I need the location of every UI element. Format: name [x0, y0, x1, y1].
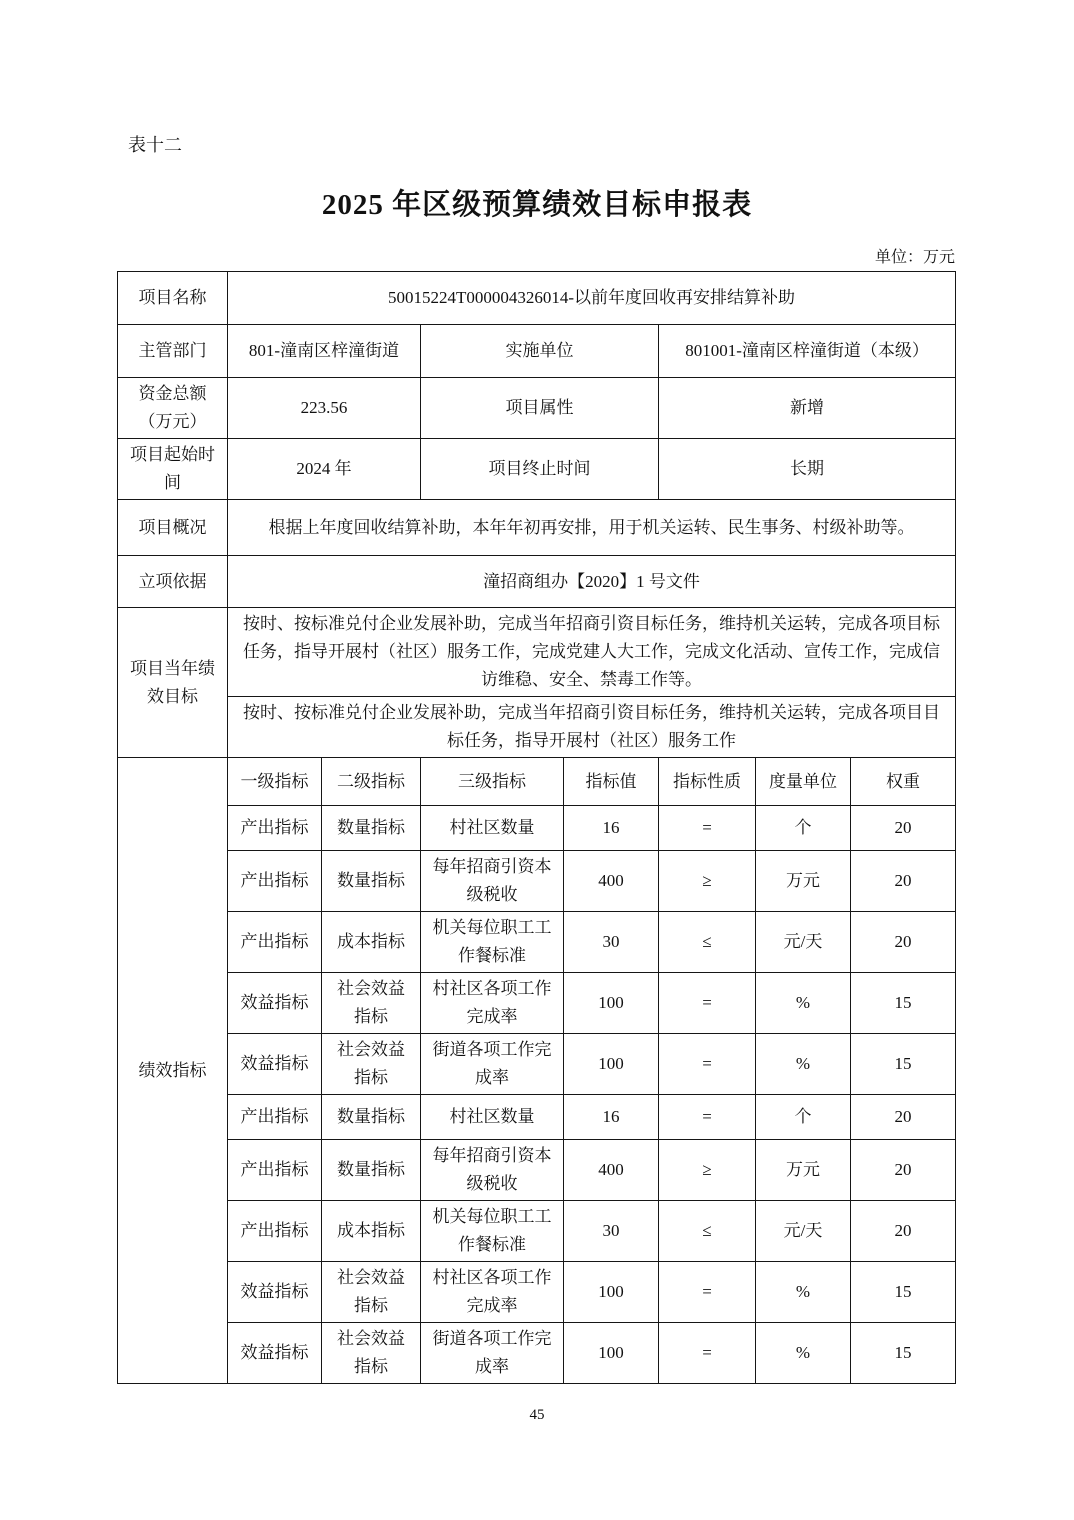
- indicator-level3: 每年招商引资本级税收: [421, 1140, 564, 1201]
- indicator-row: [118, 973, 956, 1034]
- indicator-value: 16: [564, 1095, 659, 1140]
- indicator-unit: 个: [756, 806, 851, 851]
- project-name-label: 项目名称: [118, 272, 228, 325]
- indicator-level3: 村社区数量: [421, 806, 564, 851]
- indicator-unit: 元/天: [756, 1201, 851, 1262]
- indicator-level3: 村社区各项工作完成率: [421, 973, 564, 1034]
- fund-total-value: 223.56: [228, 378, 421, 439]
- indicator-nature: =: [659, 1323, 756, 1384]
- indicator-unit: %: [756, 1323, 851, 1384]
- indicator-level3: 村社区各项工作完成率: [421, 1262, 564, 1323]
- end-time-label: 项目终止时间: [421, 439, 659, 500]
- indicator-weight: 15: [851, 973, 956, 1034]
- row-basis: [118, 556, 956, 608]
- indicator-row: [118, 1095, 956, 1140]
- indicator-level2: 成本指标: [322, 1201, 421, 1262]
- indicator-level3: 机关每位职工工作餐标准: [421, 1201, 564, 1262]
- indicator-header-level1: 一级指标: [228, 758, 322, 806]
- indicator-level2: 数量指标: [322, 851, 421, 912]
- indicator-level2: 社会效益指标: [322, 973, 421, 1034]
- project-name-value: 50015224T000004326014-以前年度回收再安排结算补助: [228, 272, 956, 325]
- indicator-level1: 产出指标: [228, 1201, 322, 1262]
- performance-section-label: 绩效指标: [118, 758, 228, 1384]
- indicator-weight: 20: [851, 1201, 956, 1262]
- indicator-header-unit: 度量单位: [756, 758, 851, 806]
- indicator-value: 16: [564, 806, 659, 851]
- row-annual-goal-2: [118, 697, 956, 758]
- indicator-nature: ≥: [659, 1140, 756, 1201]
- project-attr-value: 新增: [659, 378, 956, 439]
- indicator-row: [118, 1034, 956, 1095]
- indicator-level1: 产出指标: [228, 1095, 322, 1140]
- row-annual-goal-1: [118, 608, 956, 697]
- indicator-row: [118, 1262, 956, 1323]
- indicator-header-level2: 二级指标: [322, 758, 421, 806]
- indicator-value: 400: [564, 851, 659, 912]
- indicator-level3: 村社区数量: [421, 1095, 564, 1140]
- indicator-level3: 街道各项工作完成率: [421, 1323, 564, 1384]
- indicator-header-value: 指标值: [564, 758, 659, 806]
- row-fund: [118, 378, 956, 439]
- indicator-nature: =: [659, 1262, 756, 1323]
- indicator-value: 100: [564, 1034, 659, 1095]
- fund-total-label: 资金总额（万元）: [118, 378, 228, 439]
- unit-note: 单位：万元: [874, 249, 955, 266]
- indicator-value: 100: [564, 1323, 659, 1384]
- basis-label: 立项依据: [118, 556, 228, 608]
- indicator-header-nature: 指标性质: [659, 758, 756, 806]
- indicator-weight: 15: [851, 1034, 956, 1095]
- table-number-label: 表十二: [128, 135, 182, 155]
- indicator-nature: ≤: [659, 912, 756, 973]
- row-time: [118, 439, 956, 500]
- indicator-level1: 产出指标: [228, 806, 322, 851]
- indicator-unit: %: [756, 973, 851, 1034]
- indicator-row: [118, 1201, 956, 1262]
- indicator-level1: 产出指标: [228, 1140, 322, 1201]
- indicator-level3: 机关每位职工工作餐标准: [421, 912, 564, 973]
- row-project-name: [118, 272, 956, 325]
- indicator-unit: %: [756, 1262, 851, 1323]
- indicator-level1: 产出指标: [228, 912, 322, 973]
- indicator-unit: 元/天: [756, 912, 851, 973]
- indicator-level2: 数量指标: [322, 1095, 421, 1140]
- indicator-level1: 产出指标: [228, 851, 322, 912]
- indicator-nature: =: [659, 806, 756, 851]
- indicator-weight: 20: [851, 1095, 956, 1140]
- overview-label: 项目概况: [118, 500, 228, 556]
- indicator-weight: 20: [851, 1140, 956, 1201]
- indicator-unit: 万元: [756, 851, 851, 912]
- indicator-row: [118, 912, 956, 973]
- indicator-unit: 个: [756, 1095, 851, 1140]
- start-time-label: 项目起始时间: [118, 439, 228, 500]
- indicator-row: [118, 1323, 956, 1384]
- indicator-weight: 20: [851, 912, 956, 973]
- impl-unit-label: 实施单位: [421, 325, 659, 378]
- indicator-level2: 数量指标: [322, 806, 421, 851]
- annual-goal-text-2: 按时、按标准兑付企业发展补助，完成当年招商引资目标任务，维持机关运转，完成各项目目标任务，指导开展村（社区）服务工作: [228, 697, 956, 758]
- indicator-nature: =: [659, 1095, 756, 1140]
- indicator-nature: =: [659, 1034, 756, 1095]
- basis-value: 潼招商组办【2020】1 号文件: [228, 556, 956, 608]
- indicator-row: [118, 1140, 956, 1201]
- indicator-value: 100: [564, 1262, 659, 1323]
- indicator-header-level3: 三级指标: [421, 758, 564, 806]
- annual-goal-text-1: 按时、按标准兑付企业发展补助，完成当年招商引资目标任务，维持机关运转，完成各项目标任务，指导开展村（社区）服务工作，完成党建人大工作，完成文化活动、宣传工作，完成信访维稳、安全、禁毒工作等。: [228, 608, 956, 697]
- indicator-weight: 20: [851, 806, 956, 851]
- indicator-row: [118, 851, 956, 912]
- row-department: [118, 325, 956, 378]
- end-time-value: 长期: [659, 439, 956, 500]
- indicator-level3: 每年招商引资本级税收: [421, 851, 564, 912]
- indicator-level2: 数量指标: [322, 1140, 421, 1201]
- indicator-value: 30: [564, 912, 659, 973]
- dept-value: 801-潼南区梓潼街道: [228, 325, 421, 378]
- indicator-level1: 效益指标: [228, 973, 322, 1034]
- project-attr-label: 项目属性: [421, 378, 659, 439]
- indicator-nature: ≥: [659, 851, 756, 912]
- page-title: 2025 年区级预算绩效目标申报表: [321, 189, 753, 221]
- indicator-level2: 社会效益指标: [322, 1323, 421, 1384]
- overview-value: 根据上年度回收结算补助，本年年初再安排，用于机关运转、民生事务、村级补助等。: [228, 500, 956, 556]
- dept-label: 主管部门: [118, 325, 228, 378]
- indicator-level2: 社会效益指标: [322, 1034, 421, 1095]
- indicator-unit: %: [756, 1034, 851, 1095]
- indicator-weight: 15: [851, 1262, 956, 1323]
- row-overview: [118, 500, 956, 556]
- indicator-row: [118, 806, 956, 851]
- indicator-value: 400: [564, 1140, 659, 1201]
- indicator-value: 100: [564, 973, 659, 1034]
- indicator-level1: 效益指标: [228, 1262, 322, 1323]
- indicator-level3: 街道各项工作完成率: [421, 1034, 564, 1095]
- indicator-level1: 效益指标: [228, 1034, 322, 1095]
- indicator-weight: 15: [851, 1323, 956, 1384]
- indicator-header-row: [118, 758, 956, 806]
- indicator-header-weight: 权重: [851, 758, 956, 806]
- start-time-value: 2024 年: [228, 439, 421, 500]
- annual-goal-label: 项目当年绩效目标: [118, 608, 228, 758]
- indicator-level2: 社会效益指标: [322, 1262, 421, 1323]
- page-number: 45: [529, 1407, 545, 1423]
- indicator-weight: 20: [851, 851, 956, 912]
- indicator-value: 30: [564, 1201, 659, 1262]
- indicator-nature: =: [659, 973, 756, 1034]
- impl-unit-value: 801001-潼南区梓潼街道（本级）: [659, 325, 956, 378]
- indicator-level1: 效益指标: [228, 1323, 322, 1384]
- indicator-level2: 成本指标: [322, 912, 421, 973]
- indicator-nature: ≤: [659, 1201, 756, 1262]
- indicator-unit: 万元: [756, 1140, 851, 1201]
- budget-performance-table: [117, 271, 956, 1384]
